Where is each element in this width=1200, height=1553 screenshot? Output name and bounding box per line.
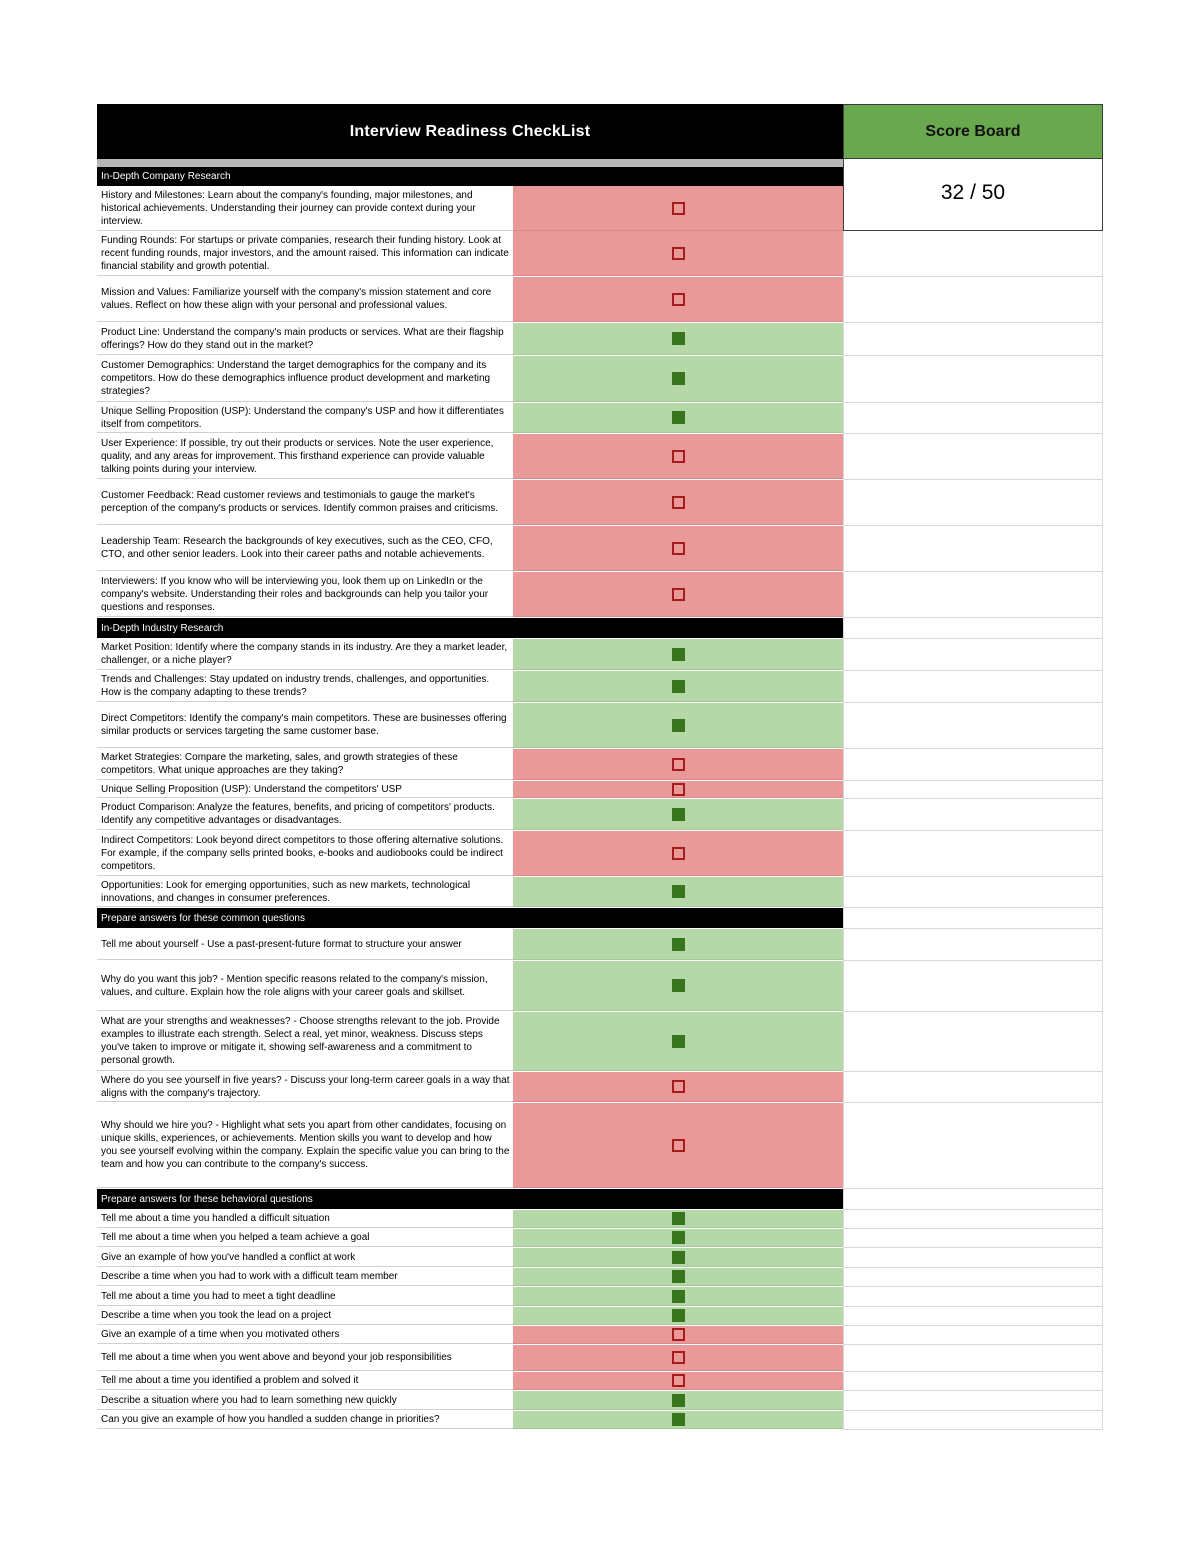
header-separator [97, 159, 843, 167]
item-label: Mission and Values: Familiarize yourself with the company's mission statement and core values. Reflect on how these align with your personal and professional values. [101, 287, 492, 311]
side-cell [843, 703, 1103, 749]
side-cell [843, 1268, 1103, 1287]
item-label: Tell me about yourself - Use a past-present-future format to structure your answer [101, 938, 462, 950]
item-label: What are your strengths and weaknesses? - Choose strengths relevant to the job. Provide examples to illustrate each strength. Select a real, yet minor, weakness. Discuss steps you've taken to improve or mitigate it, showing self-awareness and a commitment to personal growth. [101, 1016, 500, 1066]
checkbox-cell[interactable] [513, 1372, 843, 1390]
unchecked-checkbox-icon[interactable] [672, 758, 685, 771]
checked-checkbox-icon[interactable] [672, 1394, 685, 1407]
side-cell [843, 403, 1103, 434]
checkbox-cell[interactable] [513, 799, 843, 830]
checklist-item-text [97, 434, 513, 479]
side-cell [843, 1391, 1103, 1411]
scoreboard-value: 32 / 50 [843, 159, 1103, 231]
checkbox-cell[interactable] [513, 323, 843, 355]
side-cell [843, 618, 1103, 639]
checkbox-cell[interactable] [513, 703, 843, 748]
checklist-item-text [97, 1326, 513, 1344]
checkbox-cell[interactable] [513, 1307, 843, 1325]
side-cell [843, 1372, 1103, 1391]
side-cell [843, 1307, 1103, 1326]
side-cell [843, 1229, 1103, 1248]
checklist-item-text [97, 1012, 513, 1071]
side-cell [843, 572, 1103, 618]
unchecked-checkbox-icon[interactable] [672, 293, 685, 306]
item-label: Leadership Team: Research the backgrounds of key executives, such as the CEO, CFO, CTO, and other senior leaders. Look into their career paths and notable achievements. [101, 536, 493, 560]
checkbox-cell[interactable] [513, 403, 843, 433]
checkbox-cell[interactable] [513, 186, 843, 231]
checklist-item-text [97, 831, 513, 876]
side-cell [843, 799, 1103, 831]
checkbox-cell[interactable] [513, 1391, 843, 1410]
side-cell [843, 480, 1103, 526]
checkbox-cell[interactable] [513, 1268, 843, 1286]
item-label: Indirect Competitors: Look beyond direct competitors to those offering alternative solutions. For example, if the company sells printed books, e-books and audiobooks could be indirect competitors. [101, 834, 504, 872]
side-cell [843, 749, 1103, 781]
side-cell [843, 1411, 1103, 1430]
side-cell [843, 831, 1103, 877]
item-label: Tell me about a time you identified a problem and solved it [101, 1375, 359, 1386]
checklist-item-text [97, 480, 513, 525]
checked-checkbox-icon[interactable] [672, 1251, 685, 1264]
side-cell [843, 1012, 1103, 1072]
checked-checkbox-icon[interactable] [672, 938, 685, 951]
checkbox-cell[interactable] [513, 1210, 843, 1228]
side-cell [843, 877, 1103, 908]
unchecked-checkbox-icon[interactable] [672, 1351, 685, 1364]
item-label: Where do you see yourself in five years? - Discuss your long-term career goals in a way that aligns with the company's trajectory. [101, 1074, 510, 1099]
checkbox-cell[interactable] [513, 929, 843, 960]
checklist-item-text [97, 877, 513, 907]
side-cell [843, 639, 1103, 671]
item-label: Product Comparison: Analyze the features, benefits, and pricing of competitors' products. Identify any competitive advantages or disadvantages. [101, 802, 495, 826]
checklist-sheet [97, 104, 1103, 1430]
checkbox-cell[interactable] [513, 749, 843, 780]
checkbox-cell[interactable] [513, 480, 843, 525]
unchecked-checkbox-icon[interactable] [672, 588, 685, 601]
checkbox-cell[interactable] [513, 671, 843, 702]
side-cell [843, 1345, 1103, 1372]
unchecked-checkbox-icon[interactable] [672, 496, 685, 509]
page-title: Interview Readiness CheckList [97, 104, 843, 159]
section-heading: In-Depth Industry Research [97, 618, 843, 638]
side-cell [843, 671, 1103, 703]
checklist-item-text [97, 572, 513, 617]
item-label: Give an example of how you've handled a conflict at work [101, 1251, 356, 1263]
item-label: Unique Selling Proposition (USP): Understand the company's USP and how it differentiates itself from competitors. [101, 405, 504, 430]
item-label: Opportunities: Look for emerging opportunities, such as new markets, technological innovations, and changes in consumer preferences. [101, 879, 471, 904]
checklist-item-text [97, 639, 513, 670]
checklist-item-text [97, 1072, 513, 1102]
item-label: Funding Rounds: For startups or private companies, research their funding history. Look at recent funding rounds, major investors, and the amount raised. This information can indicate financial stability and growth potential. [101, 234, 509, 272]
checkbox-cell[interactable] [513, 1411, 843, 1429]
item-label: Why do you want this job? - Mention specific reasons related to the company's mission, values, and culture. Explain how the role aligns with your career goals and skillset. [101, 973, 488, 998]
side-cell [843, 231, 1103, 277]
checklist-item-text [97, 186, 513, 231]
unchecked-checkbox-icon[interactable] [672, 542, 685, 555]
checkbox-cell[interactable] [513, 277, 843, 322]
checklist-item-text [97, 749, 513, 780]
checklist-item-text [97, 703, 513, 748]
side-cell [843, 929, 1103, 961]
checked-checkbox-icon[interactable] [672, 1309, 685, 1322]
unchecked-checkbox-icon[interactable] [672, 450, 685, 463]
item-label: Unique Selling Proposition (USP): Understand the competitors' USP [101, 783, 402, 795]
checkbox-cell[interactable] [513, 1345, 843, 1371]
section-heading: Prepare answers for these common questions [97, 908, 843, 928]
unchecked-checkbox-icon[interactable] [672, 847, 685, 860]
side-cell [843, 1072, 1103, 1103]
checkbox-cell[interactable] [513, 1326, 843, 1344]
item-label: Product Line: Understand the company's main products or services. What are their flagship offerings? How do they stand out in the market? [101, 326, 504, 351]
section-heading: Prepare answers for these behavioral questions [97, 1189, 843, 1209]
unchecked-checkbox-icon[interactable] [672, 1328, 685, 1341]
checked-checkbox-icon[interactable] [672, 1212, 685, 1225]
side-cell [843, 323, 1103, 356]
checked-checkbox-icon[interactable] [672, 719, 685, 732]
checklist-item-text [97, 1307, 513, 1325]
side-cell [843, 1210, 1103, 1229]
checklist-item-text [97, 781, 513, 798]
checked-checkbox-icon[interactable] [672, 648, 685, 661]
checklist-item-text [97, 1268, 513, 1286]
item-label: Tell me about a time when you helped a team achieve a goal [101, 1232, 370, 1243]
checkbox-cell[interactable] [513, 1103, 843, 1188]
checkbox-cell[interactable] [513, 1229, 843, 1247]
item-label: Market Position: Identify where the company stands in its industry. Are they a market leader, challenger, or a niche player? [101, 642, 508, 666]
side-cell [843, 356, 1103, 403]
checklist-grid [97, 104, 1103, 1430]
checked-checkbox-icon[interactable] [672, 979, 685, 992]
unchecked-checkbox-icon[interactable] [672, 247, 685, 260]
checkbox-cell[interactable] [513, 572, 843, 617]
checkbox-cell[interactable] [513, 639, 843, 670]
checklist-item-text [97, 403, 513, 433]
checkbox-cell[interactable] [513, 1072, 843, 1102]
checklist-item-text [97, 323, 513, 355]
checkbox-cell[interactable] [513, 781, 843, 798]
side-cell [843, 781, 1103, 799]
checkbox-cell[interactable] [513, 434, 843, 479]
checked-checkbox-icon[interactable] [672, 1035, 685, 1048]
side-cell [843, 1248, 1103, 1268]
checklist-item-text [97, 961, 513, 1011]
checkbox-cell[interactable] [513, 526, 843, 571]
checkbox-cell[interactable] [513, 1287, 843, 1306]
item-label: Interviewers: If you know who will be interviewing you, look them up on LinkedIn or the company's website. Understanding their roles and backgrounds can help you tailor your questions and responses. [101, 575, 489, 613]
side-cell [843, 1103, 1103, 1189]
checked-checkbox-icon[interactable] [672, 1270, 685, 1283]
checklist-item-text [97, 1391, 513, 1410]
checklist-item-text [97, 1210, 513, 1228]
item-label: Trends and Challenges: Stay updated on industry trends, challenges, and opportunities. How is the company adapting to these trends? [101, 674, 490, 698]
item-label: User Experience: If possible, try out their products or services. Note the user experience, quality, and any areas for improvement. This firsthand experience can provide valuable talking points during your interview. [101, 437, 494, 475]
unchecked-checkbox-icon[interactable] [672, 1080, 685, 1093]
checklist-item-text [97, 799, 513, 830]
checkbox-cell[interactable] [513, 961, 843, 1011]
item-label: Describe a time when you had to work with a difficult team member [101, 1271, 398, 1282]
unchecked-checkbox-icon[interactable] [672, 1374, 685, 1387]
side-cell [843, 961, 1103, 1012]
checked-checkbox-icon[interactable] [672, 332, 685, 345]
unchecked-checkbox-icon[interactable] [672, 202, 685, 215]
checkbox-cell[interactable] [513, 1248, 843, 1267]
checklist-item-text [97, 277, 513, 322]
item-label: Give an example of a time when you motivated others [101, 1329, 340, 1340]
checklist-item-text [97, 1103, 513, 1188]
checklist-item-text [97, 231, 513, 276]
side-cell [843, 1189, 1103, 1210]
item-label: Tell me about a time you handled a difficult situation [101, 1213, 330, 1224]
side-cell [843, 526, 1103, 572]
item-label: Customer Feedback: Read customer reviews and testimonials to gauge the market's perception of the company's products or services. Identify common praises and criticisms. [101, 490, 499, 514]
checklist-item-text [97, 1248, 513, 1267]
checklist-item-text [97, 1229, 513, 1247]
checked-checkbox-icon[interactable] [672, 680, 685, 693]
side-cell [843, 1326, 1103, 1345]
side-cell [843, 434, 1103, 480]
checklist-item-text [97, 671, 513, 702]
checklist-item-text [97, 1372, 513, 1390]
checkbox-cell[interactable] [513, 231, 843, 276]
scoreboard-header: Score Board [843, 104, 1103, 159]
side-cell [843, 277, 1103, 323]
checklist-item-text [97, 1411, 513, 1429]
checked-checkbox-icon[interactable] [672, 1231, 685, 1244]
checklist-item-text [97, 1287, 513, 1306]
checked-checkbox-icon[interactable] [672, 372, 685, 385]
checkbox-cell[interactable] [513, 356, 843, 402]
checklist-item-text [97, 929, 513, 960]
item-label: Why should we hire you? - Highlight what sets you apart from other candidates, focusing on unique skills, experiences, or achievements. Mention skills you want to develop and how you see yourself evolving within the company. Explain the specific value you can bring to the team and how you can contribute to the company's success. [101, 1120, 510, 1170]
checkbox-cell[interactable] [513, 877, 843, 907]
unchecked-checkbox-icon[interactable] [672, 1139, 685, 1152]
item-label: Describe a time when you took the lead on a project [101, 1310, 332, 1321]
checklist-item-text [97, 356, 513, 402]
side-cell [843, 908, 1103, 929]
item-label: Direct Competitors: Identify the company's main competitors. These are businesses offering similar products or services targeting the same customer base. [101, 713, 507, 737]
side-cell [843, 1287, 1103, 1307]
item-label: Tell me about a time you had to meet a tight deadline [101, 1290, 336, 1302]
checked-checkbox-icon[interactable] [672, 1413, 685, 1426]
section-heading: In-Depth Company Research [97, 167, 843, 186]
unchecked-checkbox-icon[interactable] [672, 783, 685, 796]
checked-checkbox-icon[interactable] [672, 885, 685, 898]
checked-checkbox-icon[interactable] [672, 1290, 685, 1303]
checkbox-cell[interactable] [513, 831, 843, 876]
item-label: Customer Demographics: Understand the target demographics for the company and its competitors. How do these demographics influence product development and marketing strategies? [101, 360, 491, 397]
item-label: Describe a situation where you had to learn something new quickly [101, 1394, 397, 1406]
checked-checkbox-icon[interactable] [672, 411, 685, 424]
item-label: History and Milestones: Learn about the company's founding, major milestones, and historical achievements. Understanding their journey can provide context during your interview. [101, 189, 476, 227]
checklist-item-text [97, 1345, 513, 1371]
item-label: Can you give an example of how you handled a sudden change in priorities? [101, 1414, 440, 1425]
checkbox-cell[interactable] [513, 1012, 843, 1071]
item-label: Tell me about a time when you went above and beyond your job responsibilities [101, 1352, 452, 1363]
item-label: Market Strategies: Compare the marketing, sales, and growth strategies of these competitors. What unique approaches are they taking? [101, 752, 458, 776]
checked-checkbox-icon[interactable] [672, 808, 685, 821]
checklist-item-text [97, 526, 513, 571]
